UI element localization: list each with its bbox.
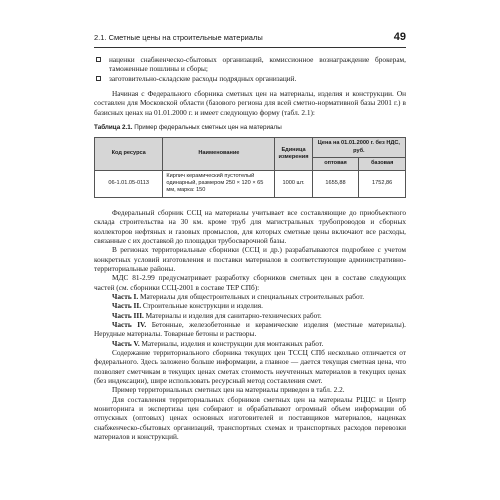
running-title: 2.1. Сметные цены на строительные материалы xyxy=(94,33,263,42)
paragraph: Для составления территориальных сборников сметных цен на материалы РЦЦС и Центр мониторинга и экспертизы цен собирают и обрабатывают огромный объем информации об отпускных (оптовых) ценах основных изготовителей и поставщиков материалов, наценках снабженческо-сбытовых организаций, транспортных схемах и транспортных расходов перевозки материалов и конструкций. xyxy=(94,394,406,442)
part-label: Часть I. xyxy=(112,291,139,301)
page-body xyxy=(94,55,406,441)
cell-wholesale: 1655,88 xyxy=(312,170,359,197)
paragraph: В регионах территориальные сборники (ССЦ и др.) разрабатываются подробнее с учетом конкретных условий изготовления и поставки материалов в соответствующие административно-территориальные районы. xyxy=(94,245,406,273)
part-text: Строительные конструкции и изделия. xyxy=(141,301,263,311)
part-item xyxy=(94,311,406,320)
col-header-name: Наименование xyxy=(163,138,275,170)
part-text: Материалы и изделия для санитарно-технических работ. xyxy=(143,310,322,320)
part-text: Материалы для общестроительных и специальных строительных работ. xyxy=(138,291,365,301)
table-caption-label: Таблица 2.1. xyxy=(94,124,133,132)
col-header-base: базовая xyxy=(359,158,406,170)
bullet-text: наценки снабженческо-сбытовых организаций, комиссионное вознаграждение брокерам, таможенные пошлины и сборы; xyxy=(109,55,406,74)
part-item xyxy=(94,292,406,301)
cell-base: 1752,86 xyxy=(359,170,406,197)
cell-code: 06-1.01.05-0113 xyxy=(95,170,163,197)
part-item xyxy=(94,339,406,348)
paragraph: МДС 81-2.99 предусматривает разработку сборников сметных цен в составе следующих частей (см. сборники ССЦ-2001 в составе ТЕР СПб): xyxy=(94,273,406,292)
checkbox-bullet-icon xyxy=(96,76,101,81)
part-label: Часть III. xyxy=(112,310,144,320)
col-header-wholesale: оптовая xyxy=(312,158,359,170)
bullet-text: заготовительно-складские расходы подрядных организаций. xyxy=(109,73,297,83)
price-table xyxy=(94,137,406,197)
part-label: Часть II. xyxy=(112,301,142,311)
col-header-code: Код ресурса xyxy=(95,138,163,170)
table-caption-text: Пример федеральных сметных цен на материалы xyxy=(132,124,282,132)
paragraph: Пример территориальных сметных цен на материалы приведен в табл. 2.2. xyxy=(112,385,345,395)
page-header xyxy=(94,33,406,48)
col-header-price: Цена на 01.01.2000 г. без НДС, руб. xyxy=(312,138,405,158)
part-item xyxy=(94,320,406,339)
part-label: Часть IV. xyxy=(112,319,147,329)
bullet-item xyxy=(94,55,406,74)
table-row xyxy=(95,170,406,197)
part-label: Часть V. xyxy=(112,338,140,348)
bullet-item xyxy=(94,74,406,83)
part-text: Материалы, изделия и конструкции для монтажных работ. xyxy=(139,338,324,348)
page-number: 49 xyxy=(393,31,406,43)
part-item xyxy=(94,301,406,310)
paragraph: Федеральный сборник ССЦ на материалы учитывает все составляющие до приобъектного склада строительства на 30 км. кроме труб для магистральных трубопроводов и сборных коллекторов нефтяных и газовых промыслов, для которых сметные цены включают все расходы, связанные с их доставкой до площадки трубосварочной базы. xyxy=(94,207,406,245)
cell-unit: 1000 шт. xyxy=(275,170,312,197)
paragraph: Содержание территориального сборника текущих цен ТССЦ СПб несколько отличается от федерального. Здесь заложено больше информации, а главное — дается текущая сметная цена, что позволяет сметчикам в текущих ценах сметах стоимость неучтенных материалов в текущих ценах (без индексации), шире использовать ресурсный метод составления смет. xyxy=(94,348,406,386)
cell-name: Кирпич керамический пустотелый одинарный, размером 250 × 120 × 65 мм, марка: 150 xyxy=(163,170,275,197)
checkbox-bullet-icon xyxy=(96,57,101,62)
part-text: Бетонные, железобетонные и керамические изделия (местные материалы). Нерудные материалы. Товарные бетоны и растворы. xyxy=(94,319,406,339)
paragraph: Начиная с Федерального сборника сметных цен на материалы, изделия и конструкции. Он составлен для Московской области (базового региона для всей сметно-нормативной базы 2001 г.) в базисных ценах на 01.01.2000 г. и имеет следующую форму (табл. 2.1): xyxy=(94,89,406,117)
table-caption xyxy=(94,123,406,132)
col-header-unit: Единица измерения xyxy=(275,138,312,170)
